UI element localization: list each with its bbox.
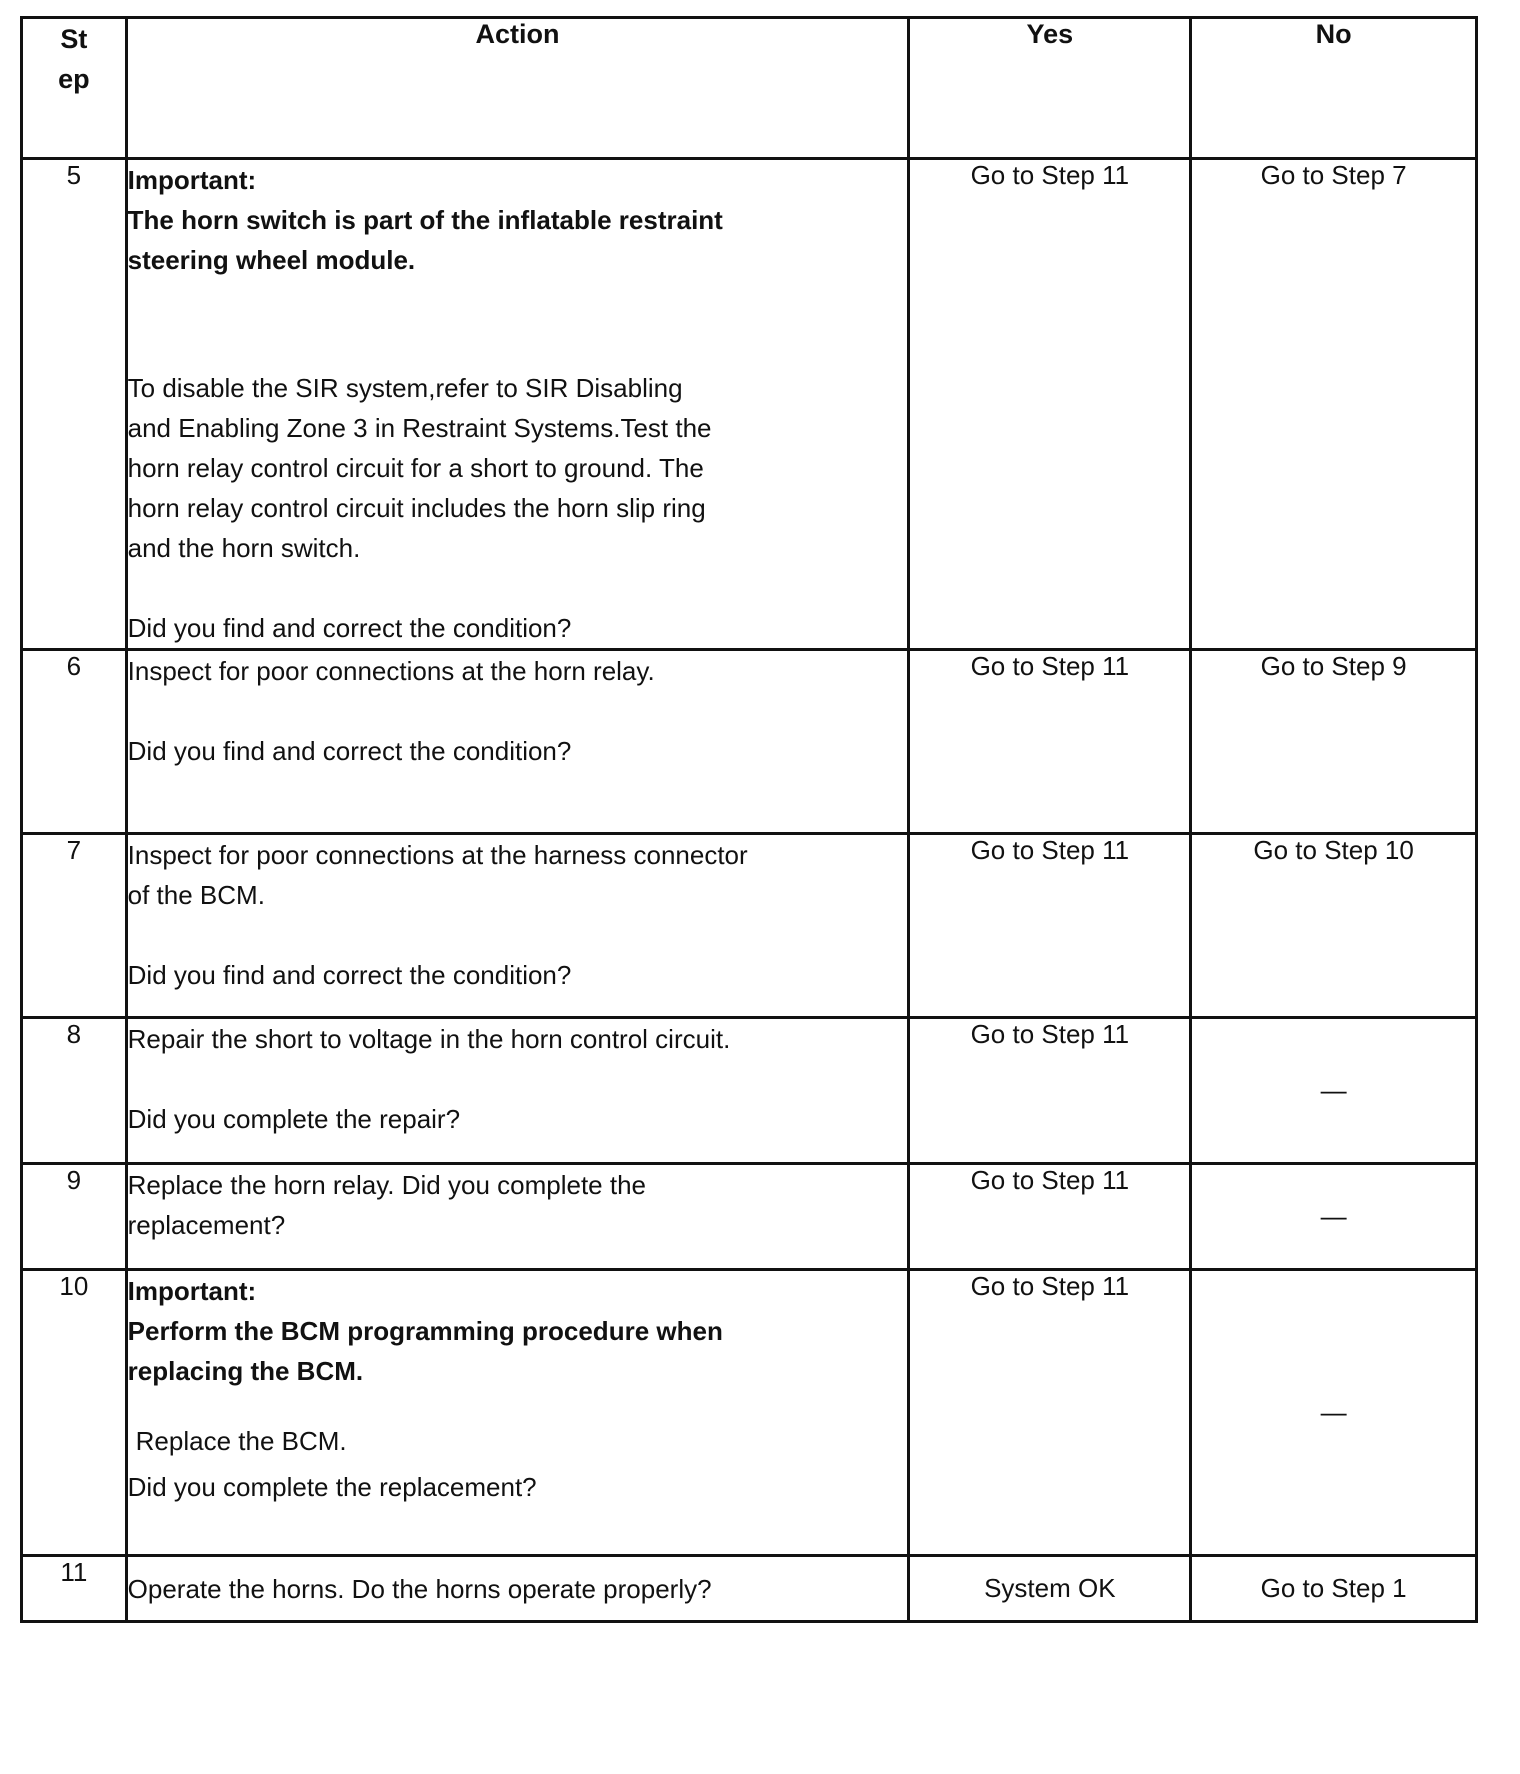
yes-cell: Go to Step 11 — [909, 650, 1191, 834]
yes-cell: Go to Step 11 — [909, 834, 1191, 1018]
yes-cell: System OK — [909, 1556, 1191, 1622]
question-text: Did you find and correct the condition? — [127, 960, 572, 990]
step-number: 6 — [22, 650, 127, 834]
action-cell — [126, 1556, 909, 1622]
important-label: Important: — [127, 1276, 257, 1306]
action-cell — [126, 1018, 909, 1164]
header-yes: Yes — [909, 18, 1191, 159]
no-cell: — — [1191, 1018, 1477, 1164]
yes-cell: Go to Step 11 — [909, 1270, 1191, 1556]
action-text: To disable the SIR system,refer to SIR Disabling and Enabling Zone 3 in Restraint Systems.Test the horn relay control circuit for a short to ground. The horn relay control circuit includes the horn slip ring and the horn switch. — [127, 373, 712, 563]
step-number: 7 — [22, 834, 127, 1018]
question-text: Did you find and correct the condition? — [127, 736, 572, 766]
table-row — [22, 1164, 1477, 1270]
no-cell: Go to Step 10 — [1191, 834, 1477, 1018]
table-row — [22, 1556, 1477, 1622]
table-row — [22, 650, 1477, 834]
important-text: Perform the BCM programming procedure when replacing the BCM. — [127, 1316, 723, 1386]
no-cell: Go to Step 7 — [1191, 159, 1477, 650]
table-row — [22, 1018, 1477, 1164]
no-cell: Go to Step 9 — [1191, 650, 1477, 834]
action-text: Inspect for poor connections at the harness connector of the BCM. — [127, 840, 748, 910]
action-cell — [126, 159, 909, 650]
question-text: Did you complete the replacement? — [127, 1472, 537, 1502]
important-label: Important: — [127, 165, 257, 195]
step-number: 11 — [22, 1556, 127, 1622]
action-text: Repair the short to voltage in the horn control circuit. — [127, 1024, 731, 1054]
yes-cell: Go to Step 11 — [909, 159, 1191, 650]
action-cell — [126, 1164, 909, 1270]
no-cell: Go to Step 1 — [1191, 1556, 1477, 1622]
diagnostic-table — [20, 16, 1478, 1623]
table-row — [22, 834, 1477, 1018]
header-step-label: St ep — [58, 24, 90, 94]
step-number: 9 — [22, 1164, 127, 1270]
action-text: Inspect for poor connections at the horn relay. — [127, 656, 655, 686]
important-text: The horn switch is part of the inflatable restraint steering wheel module. — [127, 205, 723, 275]
step-number: 5 — [22, 159, 127, 650]
yes-cell: Go to Step 11 — [909, 1164, 1191, 1270]
table-row — [22, 1270, 1477, 1556]
action-text: Replace the horn relay. Did you complete the replacement? — [127, 1170, 647, 1240]
yes-cell: Go to Step 11 — [909, 1018, 1191, 1164]
header-row — [22, 18, 1477, 159]
header-no: No — [1191, 18, 1477, 159]
action-text: Replace the BCM. — [135, 1426, 347, 1456]
no-cell: — — [1191, 1164, 1477, 1270]
question-text: Did you find and correct the condition? — [127, 613, 572, 643]
action-text: Operate the horns. Do the horns operate properly? — [127, 1573, 712, 1604]
header-step — [22, 18, 127, 159]
step-number: 10 — [22, 1270, 127, 1556]
no-cell: — — [1191, 1270, 1477, 1556]
action-cell — [126, 650, 909, 834]
header-action: Action — [126, 18, 909, 159]
action-cell — [126, 1270, 909, 1556]
action-cell — [126, 834, 909, 1018]
table-row — [22, 159, 1477, 650]
question-text: Did you complete the repair? — [127, 1104, 461, 1134]
step-number: 8 — [22, 1018, 127, 1164]
